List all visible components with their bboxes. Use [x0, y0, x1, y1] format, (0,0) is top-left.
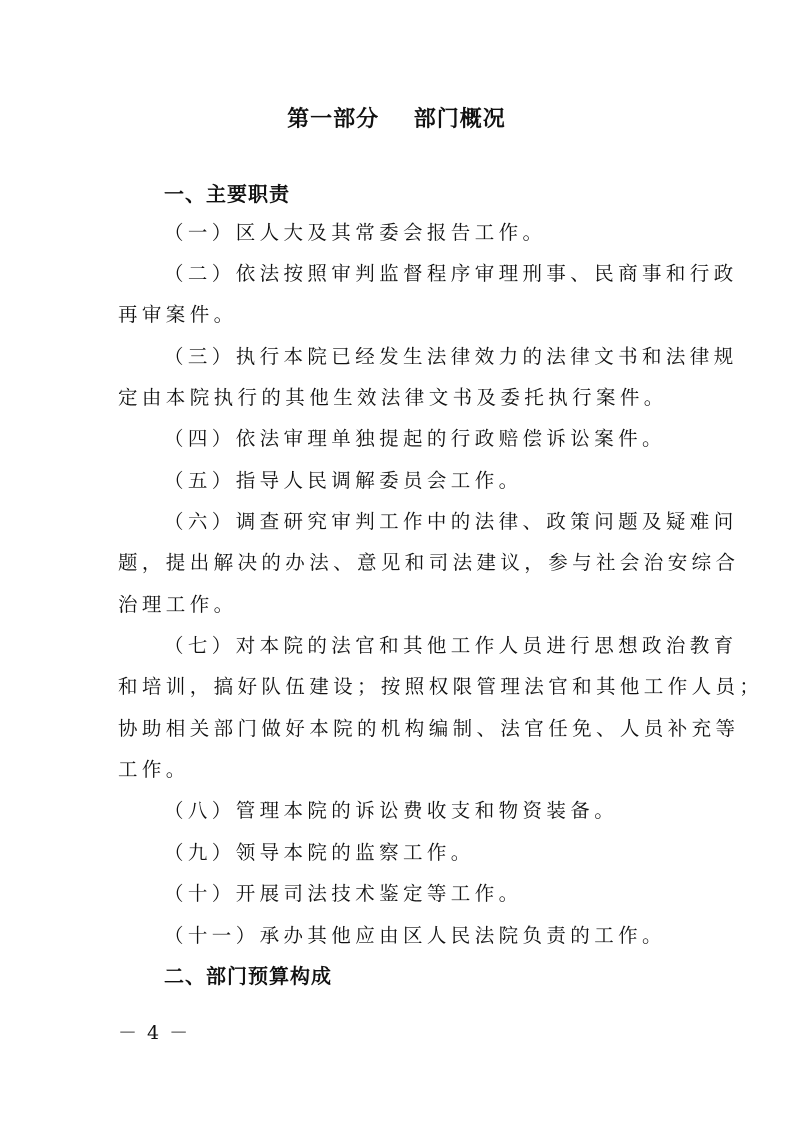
page-number: － 4 － — [118, 1022, 191, 1044]
duty-line: （十一）承办其他应由区人民法院负责的工作。 — [164, 924, 666, 947]
duty-line: 题，提出解决的办法、意见和司法建议，参与社会治安综合 — [118, 551, 740, 574]
duty-line: （九）领导本院的监察工作。 — [164, 841, 475, 864]
duty-line: 协助相关部门做好本院的机构编制、法官任免、人员补充等 — [118, 717, 740, 740]
page-title: 第一部分 部门概况 — [287, 107, 506, 132]
section-heading-budget-composition: 二、部门预算构成 — [164, 964, 332, 988]
duty-line: （七）对本院的法官和其他工作人员进行思想政治教育 — [164, 634, 738, 657]
section-heading-main-duties: 一、主要职责 — [164, 182, 290, 206]
duty-line: 治理工作。 — [118, 593, 238, 616]
duty-line: （八）管理本院的诉讼费收支和物资装备。 — [164, 799, 619, 822]
duty-line: 定由本院执行的其他生效法律文书及委托执行案件。 — [118, 386, 668, 409]
duty-line: （一）区人大及其常委会报告工作。 — [164, 221, 547, 244]
duty-line: 工作。 — [118, 758, 190, 781]
duty-line: （五）指导人民调解委员会工作。 — [164, 469, 523, 492]
duty-line: 再审案件。 — [118, 303, 238, 326]
duty-line: （十）开展司法技术鉴定等工作。 — [164, 882, 523, 905]
duty-line: 和培训，搞好队伍建设；按照权限管理法官和其他工作人员； — [118, 675, 764, 698]
duty-line: （三）执行本院已经发生法律效力的法律文书和法律规 — [164, 345, 738, 368]
duty-line: （四）依法审理单独提起的行政赔偿诉讼案件。 — [164, 427, 666, 450]
duty-line: （二）依法按照审判监督程序审理刑事、民商事和行政 — [164, 262, 738, 285]
duty-line: （六）调查研究审判工作中的法律、政策问题及疑难问 — [164, 510, 738, 533]
